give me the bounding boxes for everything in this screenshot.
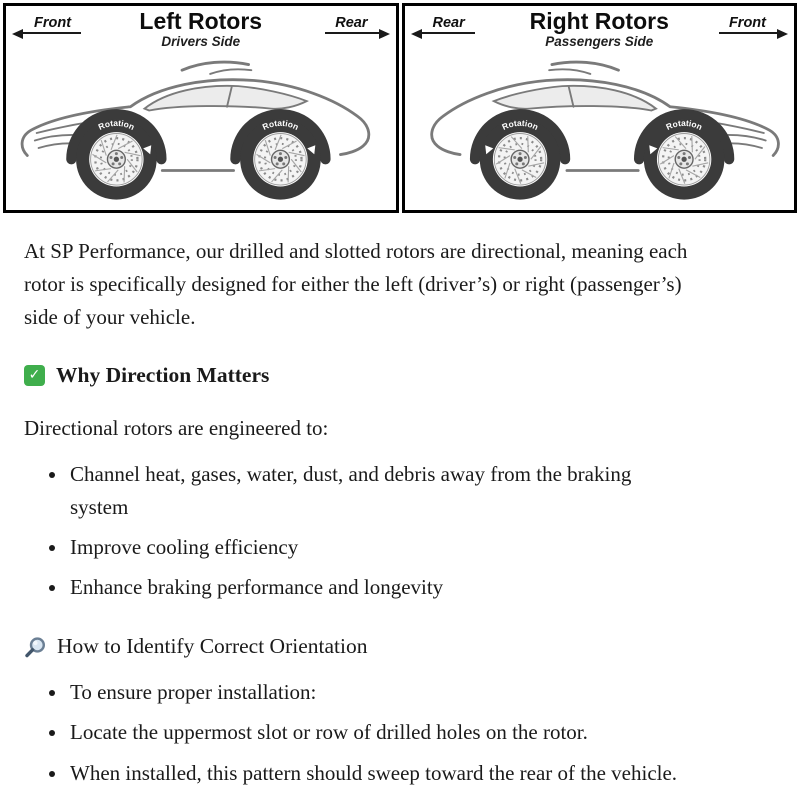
engineered-to-lead: Directional rotors are engineered to: [24, 416, 329, 441]
why-direction-matters-heading [24, 359, 776, 393]
arrow-head-left-icon [12, 29, 23, 39]
rear-direction-arrow [325, 15, 383, 34]
list-item: • To ensure proper installation: [68, 676, 685, 709]
rotation-label: Rotation [260, 117, 301, 132]
direction-benefits-list [24, 458, 776, 605]
list-item: • Enhance braking performance and longevity [68, 571, 685, 604]
list-item: • When installed, this pattern should sweep toward the rear of the vehicle. [68, 757, 685, 790]
magnifier-icon [24, 636, 47, 659]
check-icon: ✓ [24, 365, 45, 386]
left-car-illustration [9, 58, 393, 208]
front-direction-arrow [719, 15, 782, 34]
list-item: • Channel heat, gases, water, dust, and debris away from the braking system [68, 458, 685, 524]
rear-arrow-label: Rear [432, 15, 465, 31]
panel-title: Left Rotors [139, 8, 263, 34]
right-car-illustration [408, 58, 792, 208]
rotation-label: Rotation [663, 117, 704, 132]
left-rotors-panel [3, 3, 399, 213]
right-rotors-panel [402, 3, 798, 213]
article-body [0, 213, 800, 790]
front-arrow-label: Front [34, 15, 72, 31]
intro-paragraph: At SP Performance, our drilled and slotted rotors are directional, meaning each rotor is specifically designed for either the left (driver’s) or right (passenger’s) side of your vehicle. [24, 239, 688, 330]
orientation-steps-list [24, 676, 776, 790]
arrow-head-right-icon [777, 29, 788, 39]
heading-text: How to Identify Correct Orientation [57, 634, 368, 659]
heading-text: Why Direction Matters [56, 362, 270, 387]
list-item: • Improve cooling efficiency [68, 531, 685, 564]
list-item: • Locate the uppermost slot or row of drilled holes on the rotor. [68, 716, 685, 749]
rotor-direction-diagram [0, 0, 800, 213]
rear-direction-arrow [417, 15, 475, 34]
panel-title: Right Rotors [529, 8, 669, 34]
front-direction-arrow [18, 15, 81, 34]
identify-orientation-heading [24, 630, 776, 664]
front-arrow-label: Front [728, 15, 766, 31]
panel-subtitle: Passengers Side [545, 34, 654, 50]
panel-subtitle: Drivers Side [161, 34, 241, 50]
rear-arrow-label: Rear [335, 15, 368, 31]
arrow-head-right-icon [379, 29, 390, 39]
arrow-head-left-icon [411, 29, 422, 39]
car-illustration [408, 58, 792, 208]
car-illustration [9, 58, 393, 208]
rotation-label: Rotation [96, 117, 137, 132]
rotation-label: Rotation [499, 117, 540, 132]
